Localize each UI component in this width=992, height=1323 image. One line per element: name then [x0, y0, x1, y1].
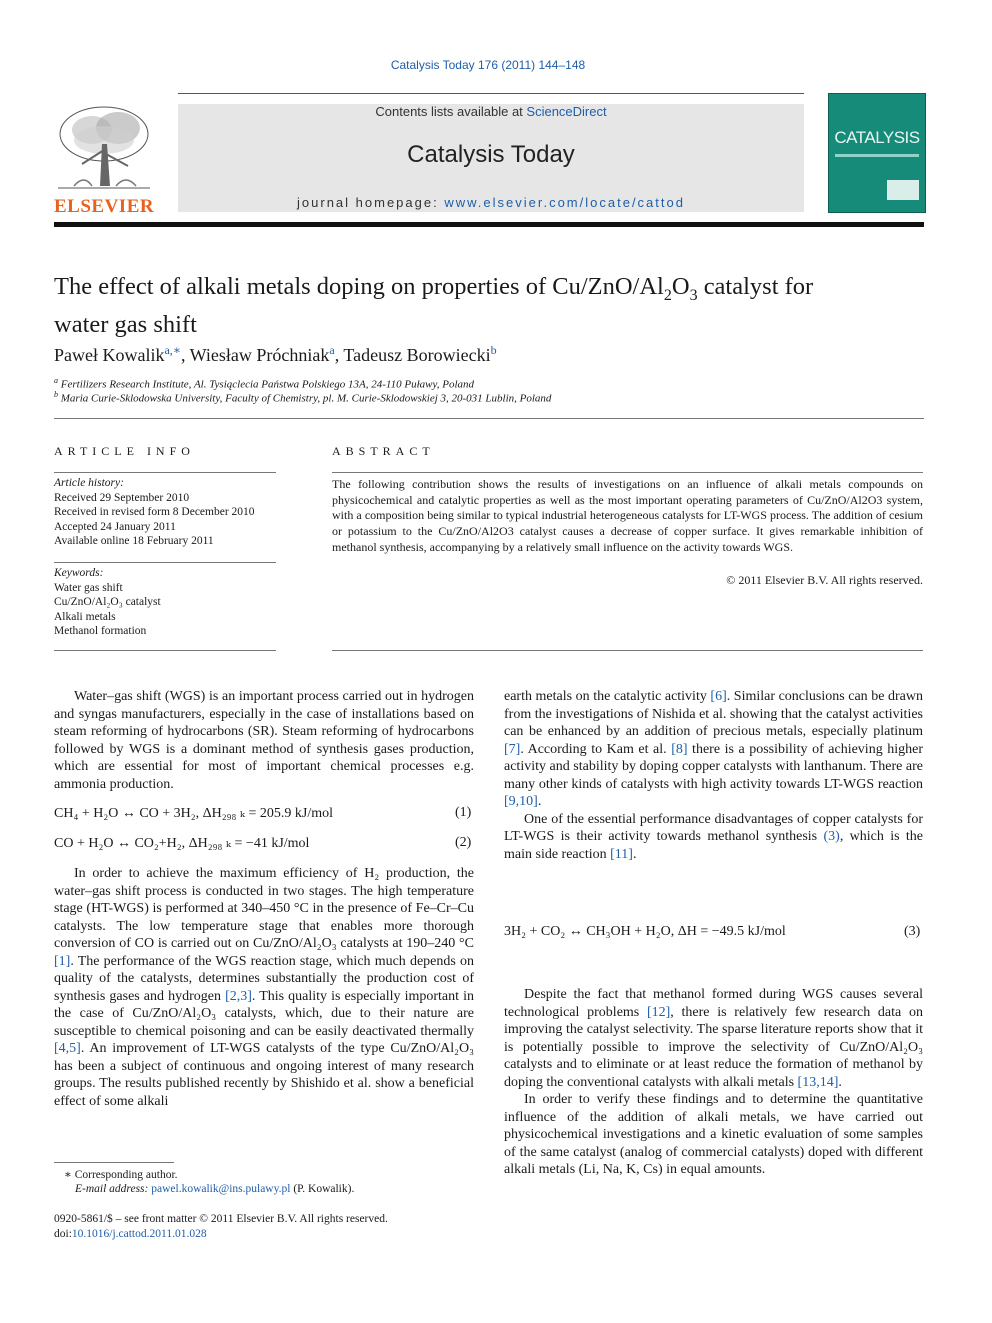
equation-2: CO + H₂O ↔ CO₂+H₂, ΔH₂₉₈ ₖ = −41 kJ/mol [54, 836, 310, 851]
homepage-link[interactable]: www.elsevier.com/locate/cattod [444, 195, 685, 210]
article-title: The effect of alkali metals doping on properties of $Cu/ZnO/Al_2O_3$ catalyst for water gas shift [54, 273, 814, 338]
cover-label-box [887, 180, 919, 200]
body-paragraph: In order to achieve the maximum efficiency of H₂ production, the water–gas shift process is conducted in two stages. The high temperature stage (HT-WGS) is performed at 340–450 °C in the presence of Fe–Cr–Cu catalysts. The low temperature stage that enables more thorough conversion of CO is carried out on Cu/ZnO/Al₂O₃ catalysts at 190–240 °C [1]. The performance of the WGS reaction stage, which much depends on quality of the catalysts, determines substantially the production cost of synthesis gases and hydrogen [2,3]. This quality is especially important in the case of Cu/ZnO/Al₂O₃ catalysts, which, due to their nature are susceptible to chemical poisoning and can be easily deactivated thermally [4,5]. An improvement of LT-WGS catalysts of the type Cu/ZnO/Al₂O₃ has been a subject of continuous and ongoing interest of many research groups. The results published recently by Shishido et al. show a beneficial effect of some alkali [54, 866, 474, 1109]
reference-link[interactable]: [13,14] [797, 1074, 839, 1090]
reference-link[interactable]: [1] [54, 953, 71, 969]
email-note: E-mail address: pawel.kowalik@ins.pulawy.pl (P. Kowalik). [75, 1183, 355, 1195]
author-name: Paweł Kowalik [54, 345, 165, 365]
equation-3: 3H₂ + CO₂ ↔ CH₃OH + H₂O, ΔH = −49.5 kJ/mol [504, 924, 786, 939]
sciencedirect-link[interactable]: ScienceDirect [526, 104, 607, 119]
divider [332, 472, 923, 473]
doi-link[interactable]: 10.1016/j.cattod.2011.01.028 [71, 1228, 207, 1240]
equation-number: (3) [904, 924, 921, 939]
journal-citation[interactable]: Catalysis Today 176 (2011) 144–148 [390, 58, 586, 72]
elsevier-wordmark: ELSEVIER [54, 196, 155, 217]
article-info-heading: ARTICLE INFO [54, 444, 195, 458]
abstract-heading: ABSTRACT [332, 444, 435, 458]
author-list: Paweł Kowalik$^{a,∗}$, Wiesław Próchniak$^a$, Tadeusz Borowiecki$^b$ [54, 343, 497, 365]
history-item: Received in revised form 8 December 2010 [54, 506, 255, 518]
reference-link[interactable]: [8] [671, 741, 688, 757]
body-paragraph: Despite the fact that methanol formed during WGS causes several technological problems [12], there is relatively few research data on improving the catalyst selectivity. The sparse literature reports show that it is potentially possible to improve the selectivity of Cu/ZnO/Al₂O₃ catalysts and to eliminate or at least reduce the formation of methanol by doping the conventional catalysts with alkali metals [13,14]. In order to verify these findings and to determine the quantitative influence of the addition of alkali metals, we have carried out physicochemical investigations and a kinetic evaluation of some samples of the same catalyst (analog of commercial catalysts) doped with different alkali metals (Li, Na, K, Cs) in equal amounts. [504, 987, 923, 1177]
affiliation: $^b$ Maria Curie-Sklodowska University, Faculty of Chemistry, pl. M. Curie-Sklodowskiej 3, 20-031 Lublin, Poland [54, 390, 552, 405]
equation-number: (1) [455, 805, 472, 820]
keyword: Water gas shift [54, 581, 123, 594]
journal-masthead [178, 104, 804, 212]
keywords: Keywords: Water gas shift Cu/ZnO/Al₂O₃ catalyst Alkali metals Methanol formation [54, 566, 276, 639]
reference-link[interactable]: [9,10] [504, 794, 538, 809]
abstract-text: The following contribution shows the results of investigations on an influence of alkali metals compounds on physicochemical and catalytic properties as well as the most important operating parameters of Cu/ZnO/Al2O3 system, with a composition being similar to typical industrial heterogeneous catalysts for LT-WGS process. The addition of cesium or potassium to the Cu/ZnO/Al2O3 catalyst causes a decrease of copper surface. It gives remarkable inhibition of methanol synthesis, accompanying by a relatively small influence on the activity towards WGS. [332, 477, 923, 554]
issn-line: 0920-5861/$ – see front matter © 2011 Elsevier B.V. All rights reserved. [54, 1213, 388, 1225]
author-name: Tadeusz Borowiecki [343, 345, 491, 365]
divider [54, 650, 276, 651]
divider [54, 472, 276, 473]
reference-link[interactable]: [12] [646, 1004, 671, 1020]
equation-number: (2) [455, 835, 472, 850]
corresponding-author-note: ∗ Corresponding author. [64, 1169, 178, 1181]
journal-cover[interactable] [828, 93, 926, 213]
affiliation: $^a$ Fertilizers Research Institute, Al. Tysiąclecia Państwa Polskiego 13A, 24-110 Puławy, Poland [54, 376, 475, 391]
equation-1: CH₄ + H₂O ↔ CO + 3H₂, ΔH₂₉₈ ₖ = 205.9 kJ/mol [54, 806, 334, 821]
keyword: Methanol formation [54, 625, 147, 637]
elsevier-logo[interactable] [54, 104, 154, 216]
cover-band [835, 154, 919, 157]
contents-line: Contents lists available at ScienceDirect [375, 104, 607, 119]
divider [54, 418, 924, 419]
tree-icon [54, 104, 154, 194]
reference-link[interactable]: [2,3] [225, 988, 252, 1004]
copyright-line: © 2011 Elsevier B.V. All rights reserved. [726, 573, 923, 587]
author-name: Wiesław Próchniak [189, 345, 330, 365]
keyword: Alkali metals [54, 610, 116, 623]
author-affil-mark[interactable]: b [490, 343, 497, 357]
header-rule [54, 222, 924, 227]
footnote-rule [54, 1162, 174, 1163]
history-item: Accepted 24 January 2011 [54, 520, 176, 533]
divider [332, 650, 923, 651]
journal-title: Catalysis Today [407, 141, 575, 168]
reference-link[interactable]: [6] [710, 689, 727, 704]
doi-line: doi:10.1016/j.cattod.2011.01.028 [54, 1228, 207, 1240]
reference-link[interactable]: [11] [610, 846, 633, 862]
author-affil-mark[interactable]: a [329, 343, 335, 357]
masthead-top-rule [178, 93, 804, 94]
cover-title: CATALYSIS [834, 128, 920, 147]
body-paragraph: earth metals on the catalytic activity [6]. Similar conclusions can be drawn from the investigations of Nishida et al. showing that the catalyst activities can be enhanced by an addition of precious metals, especially platinum [7]. According to Kam et al. [8] there is a possibility of achieving higher activity and stability by doping copper catalysts with lanthanum. There are many other kinds of catalysts with high activity towards LT-WGS reaction [9,10]. One of the essential performance disadvantages of copper catalysts for LT-WGS is their activity towards methanol synthesis (3), which is the main side reaction [11]. [504, 689, 924, 862]
author-affil-mark[interactable]: a,∗ [164, 343, 181, 357]
article-history: Article history: Received 29 September 2010 Received in revised form 8 December 2010 Accepted 24 January 2011 Available online 18 February 2011 [54, 476, 276, 549]
history-item: Received 29 September 2010 [54, 491, 190, 504]
keyword: Cu/ZnO/Al₂O₃ catalyst [54, 596, 161, 608]
journal-homepage: journal homepage: www.elsevier.com/locate/cattod [297, 195, 685, 210]
reference-link[interactable]: [7] [504, 741, 521, 757]
reference-link[interactable]: [4,5] [54, 1041, 81, 1056]
history-item: Available online 18 February 2011 [54, 535, 214, 547]
equation-link[interactable]: (3) [823, 829, 840, 844]
body-paragraph: Water–gas shift (WGS) is an important process carried out in hydrogen and syngas manufacturers, especially in the case of installations based on steam reforming of hydrocarbons (SR). Steam reforming of hydrocarbons followed by WGS is a dominant method of synthesis gases production, which are essential for most of important chemical processes e.g. ammonia production. [54, 689, 474, 792]
email-link[interactable]: pawel.kowalik@ins.pulawy.pl [151, 1183, 291, 1195]
divider [54, 562, 276, 563]
